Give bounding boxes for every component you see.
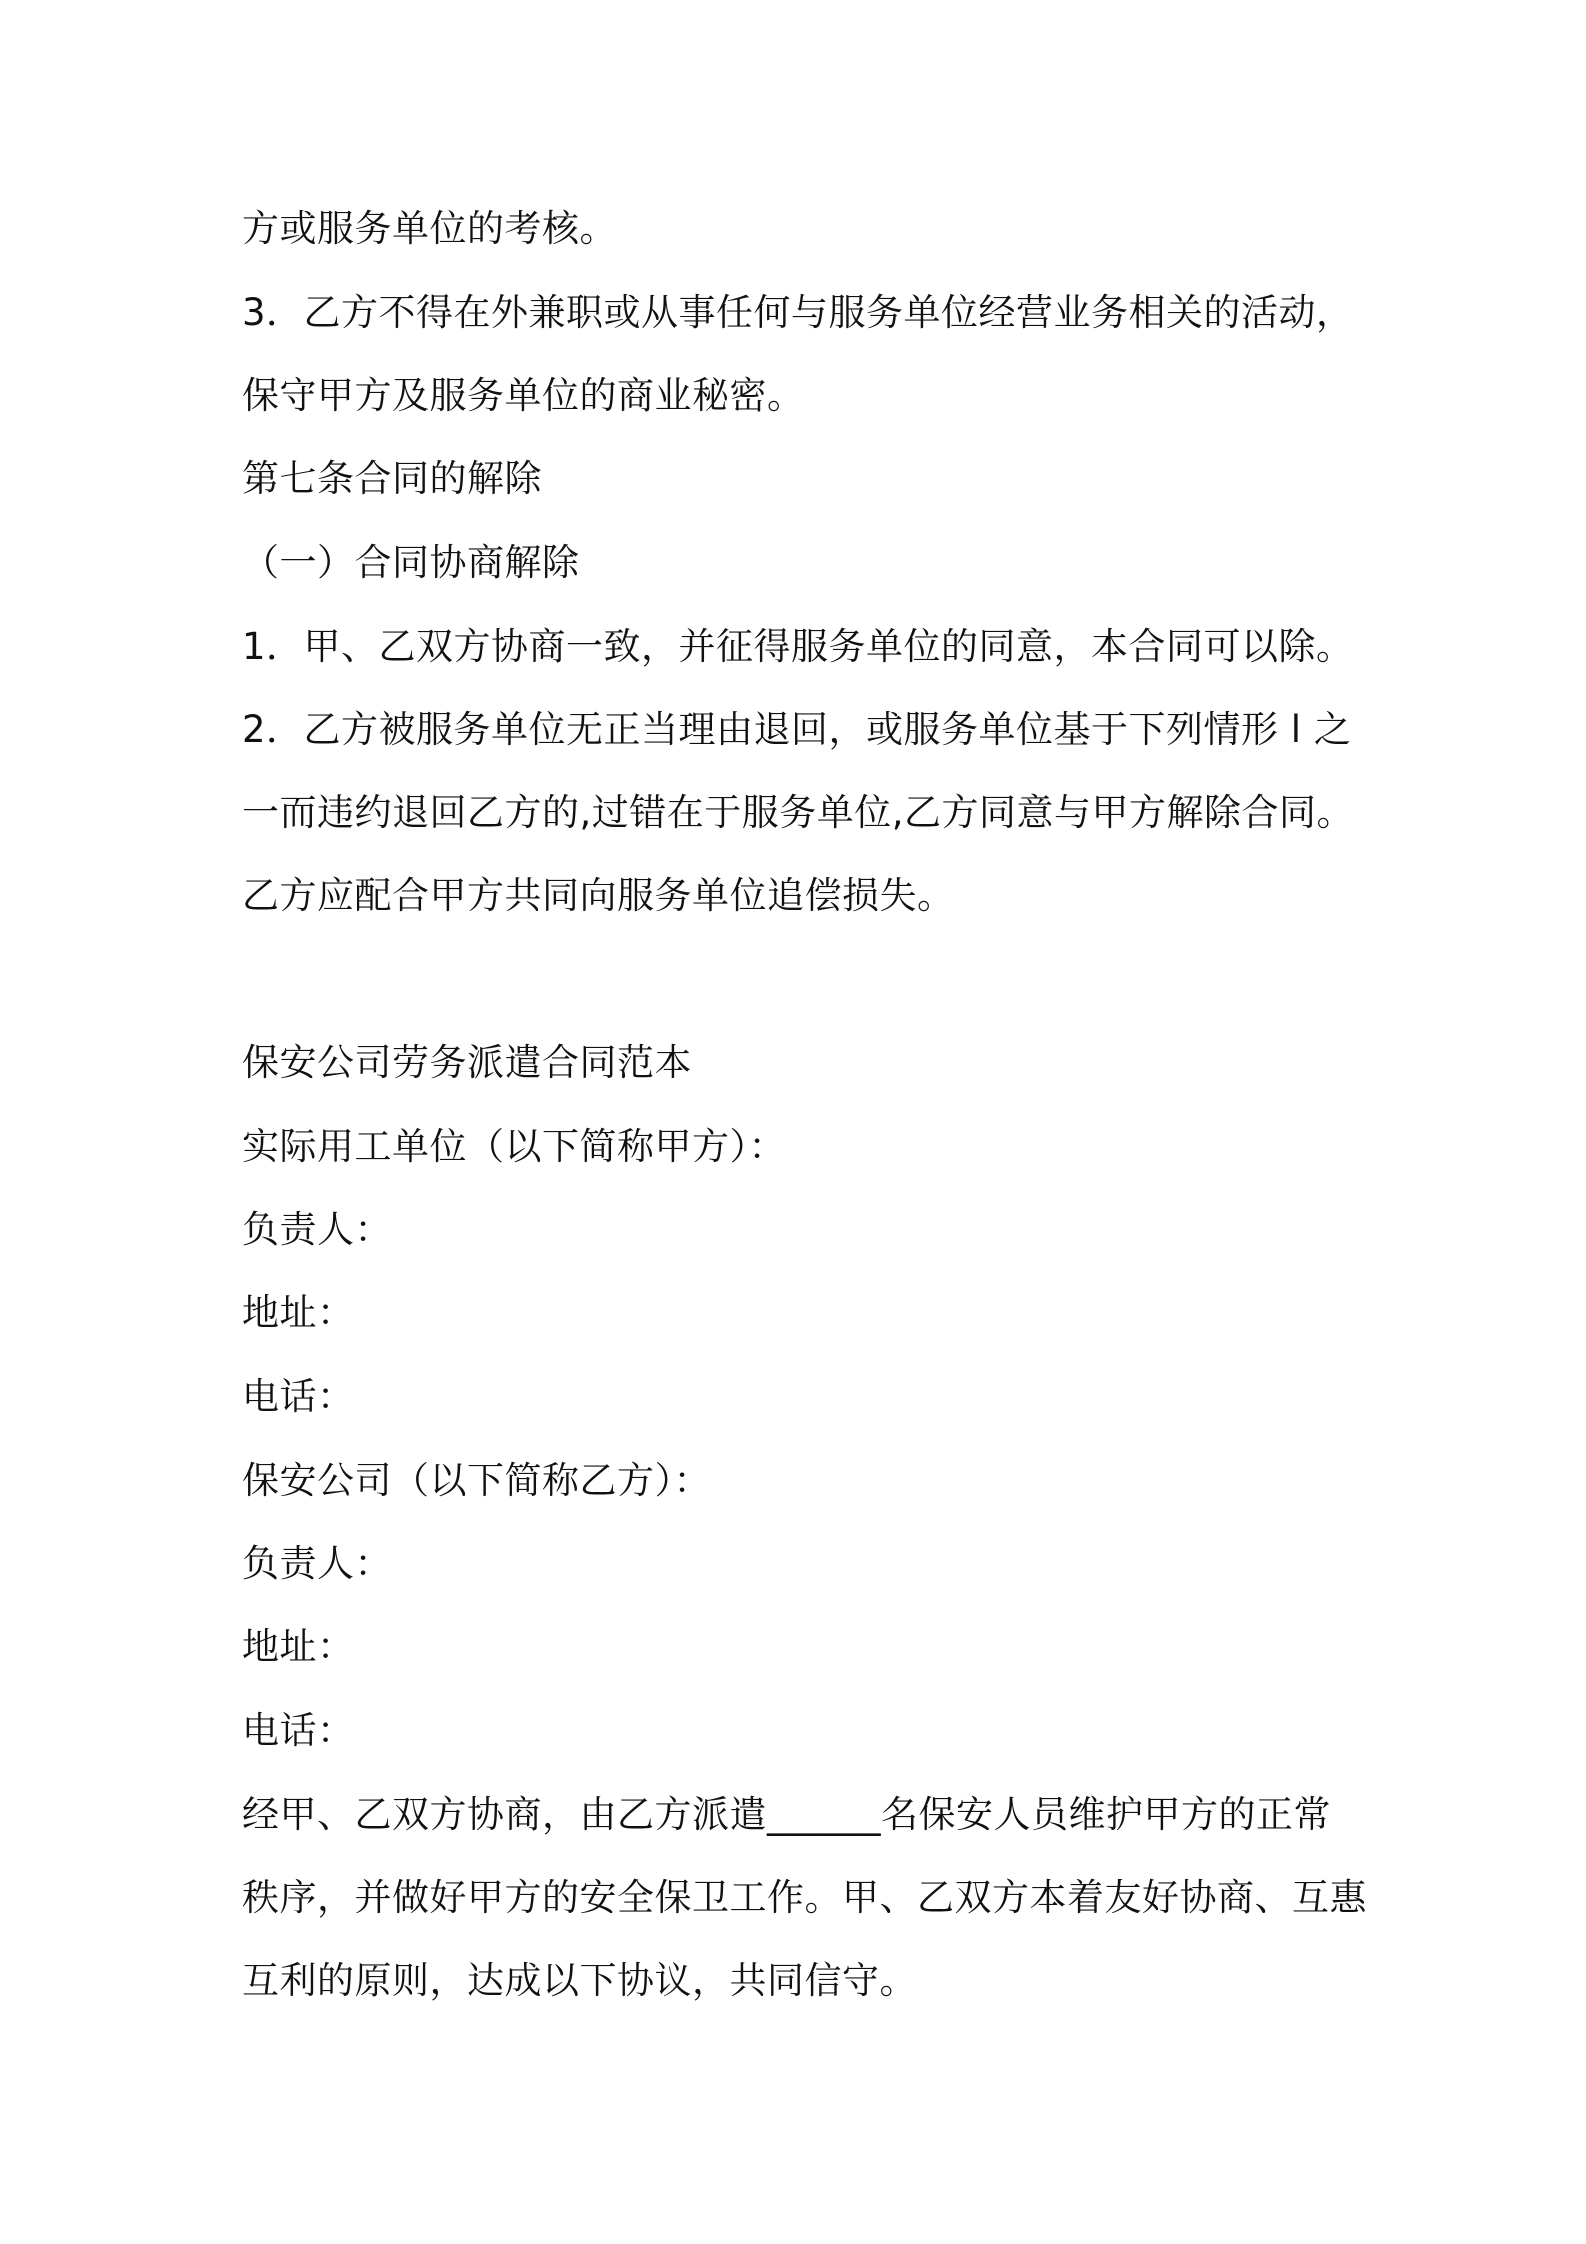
text-line: 一而违约退回乙方的,过错在于服务单位,乙方同意与甲方解除合同。 <box>242 791 1355 834</box>
party-a-contact-person: 负责人： <box>242 1208 392 1251</box>
text-line: 秩序，并做好甲方的安全保卫工作。甲、乙双方本着友好协商、互惠 <box>242 1876 1367 1919</box>
text-line: 保守甲方及服务单位的商业秘密。 <box>242 374 805 417</box>
party-a-address: 地址： <box>242 1291 355 1334</box>
document-title: 保安公司劳务派遣合同范本 <box>242 1041 692 1084</box>
text-line: 乙方应配合甲方共同向服务单位追偿损失。 <box>242 874 955 917</box>
text-line: 方或服务单位的考核。 <box>242 207 617 250</box>
text-line: 经甲、乙双方协商，由乙方派遣______名保安人员维护甲方的正常 <box>242 1793 1331 1836</box>
text-line: 2．乙方被服务单位无正当理由退回，或服务单位基于下列情形 l 之 <box>242 708 1352 751</box>
text-line: 互利的原则，达成以下协议，共同信守。 <box>242 1959 917 2002</box>
party-b-label: 保安公司（以下简称乙方）： <box>242 1459 711 1502</box>
party-b-phone: 电话： <box>242 1709 355 1752</box>
party-b-address: 地址： <box>242 1625 355 1668</box>
text-line: 3．乙方不得在外兼职或从事任何与服务单位经营业务相关的活动， <box>242 291 1354 334</box>
subsection-heading: （一）合同协商解除 <box>242 541 580 584</box>
party-a-label: 实际用工单位（以下简称甲方）： <box>242 1125 786 1168</box>
section-heading: 第七条合同的解除 <box>242 457 542 500</box>
party-a-phone: 电话： <box>242 1375 355 1418</box>
party-b-contact-person: 负责人： <box>242 1542 392 1585</box>
text-line: 1．甲、乙双方协商一致，并征得服务单位的同意，本合同可以除。 <box>242 625 1354 668</box>
